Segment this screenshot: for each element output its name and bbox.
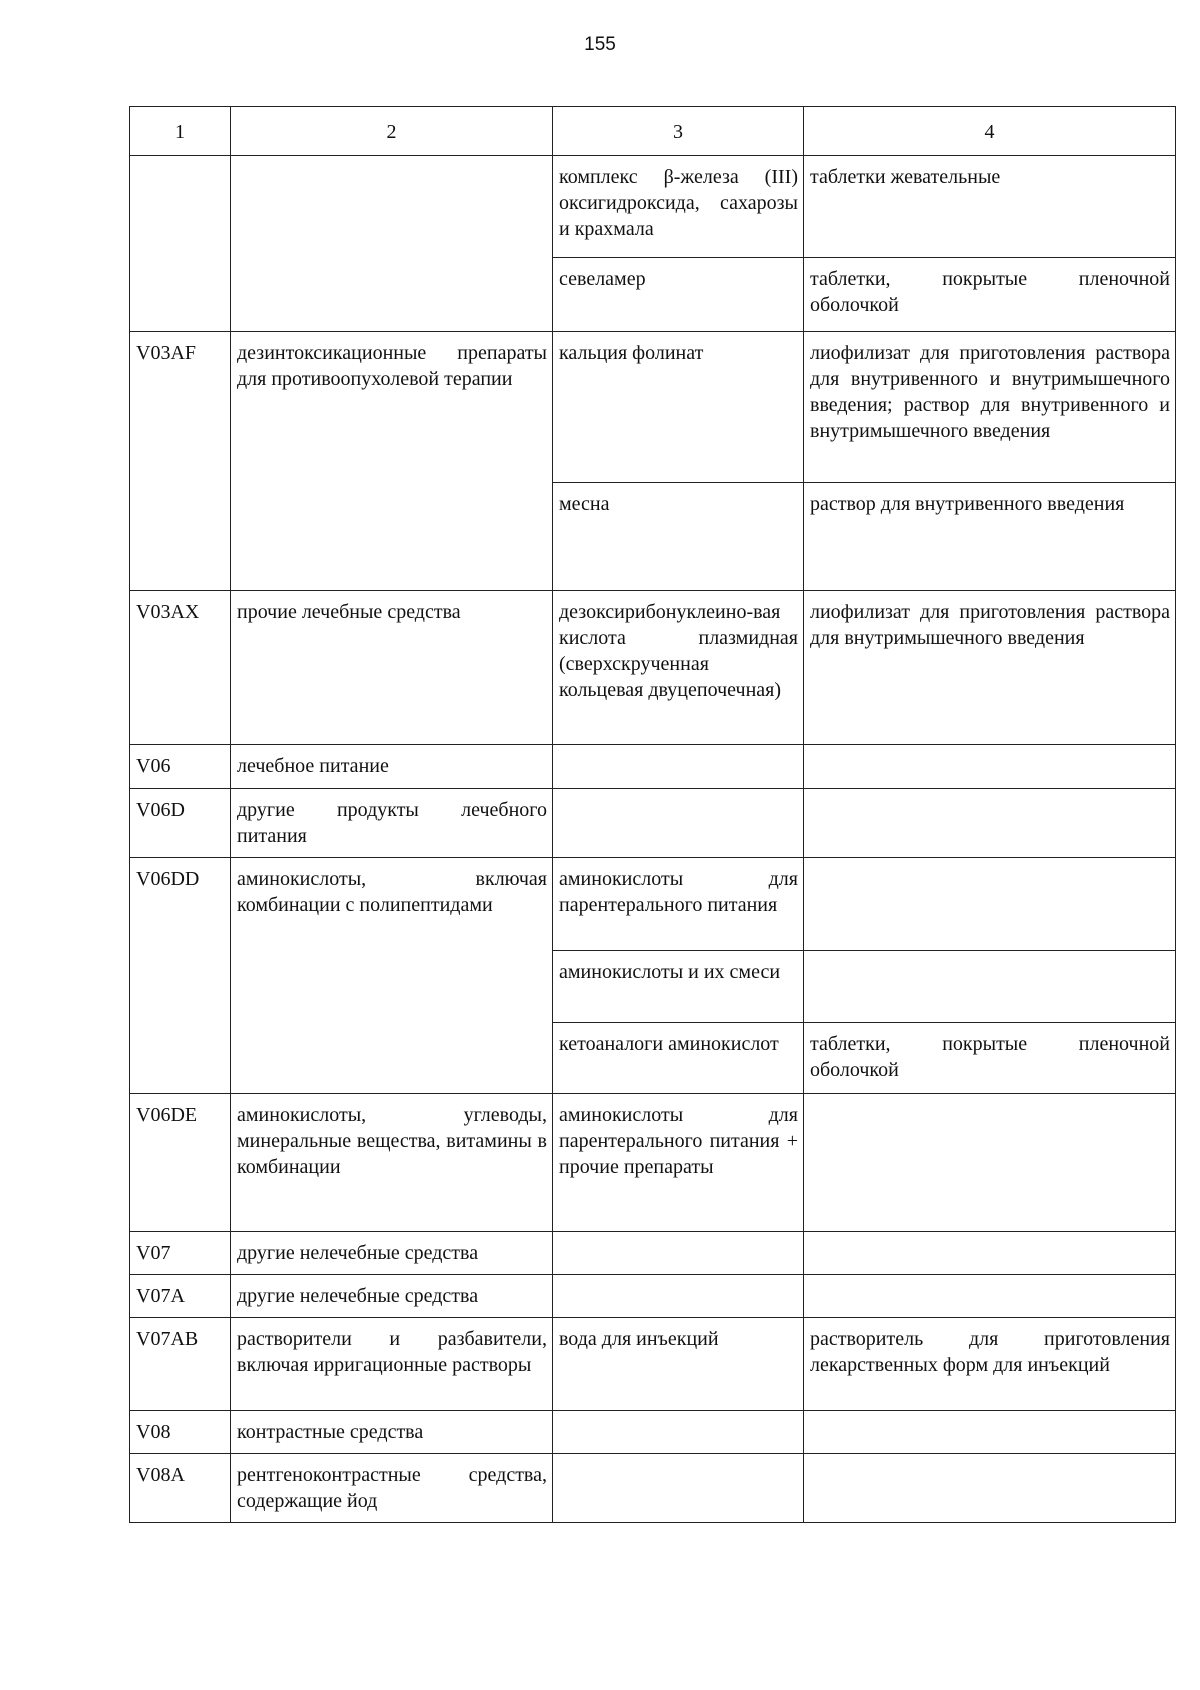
substance-cell (553, 1454, 804, 1523)
table-row (130, 1232, 1176, 1275)
dosage-form-cell (804, 745, 1176, 789)
atc-code-cell: V06D (130, 789, 231, 858)
atc-code-cell: V06 (130, 745, 231, 789)
header-col-3: 3 (553, 107, 804, 156)
substance-cell: вода для инъекций (553, 1318, 804, 1411)
table-row (130, 858, 1176, 951)
group-name-cell: прочие лечебные средства (231, 591, 553, 745)
group-name-cell (231, 156, 553, 332)
group-name-cell: рентгеноконтрастные средства, содержащие йод (231, 1454, 553, 1523)
table-header-row (130, 107, 1176, 156)
dosage-form-cell: таблетки, покрытые пленочной оболочкой (804, 1023, 1176, 1094)
atc-code-cell (130, 156, 231, 332)
dosage-form-cell: лиофилизат для приготовления раствора для внутримышечного введения (804, 591, 1176, 745)
group-name-cell: другие нелечебные средства (231, 1275, 553, 1318)
substance-cell (553, 1411, 804, 1454)
atc-code-cell: V07A (130, 1275, 231, 1318)
substance-cell (553, 1275, 804, 1318)
atc-code-cell: V06DD (130, 858, 231, 1094)
substance-cell: аминокислоты и их смеси (553, 951, 804, 1023)
dosage-form-cell (804, 1275, 1176, 1318)
table-row (130, 745, 1176, 789)
header-col-2: 2 (231, 107, 553, 156)
substance-cell: кальция фолинат (553, 332, 804, 483)
dosage-form-cell (804, 789, 1176, 858)
page-number: 155 (584, 34, 616, 55)
drug-table (129, 106, 1176, 1523)
atc-code-cell: V08 (130, 1411, 231, 1454)
substance-cell: месна (553, 483, 804, 591)
substance-cell (553, 745, 804, 789)
group-name-cell: лечебное питание (231, 745, 553, 789)
table-row (130, 1411, 1176, 1454)
table-row (130, 1454, 1176, 1523)
dosage-form-cell: раствор для внутривенного введения (804, 483, 1176, 591)
table-row (130, 1275, 1176, 1318)
substance-cell: дезоксирибонуклеино-вая кислота плазмидная (сверхскрученная кольцевая двуцепочечная) (553, 591, 804, 745)
group-name-cell: растворители и разбавители, включая ирригационные растворы (231, 1318, 553, 1411)
dosage-form-cell (804, 1454, 1176, 1523)
substance-cell: кетоаналоги аминокислот (553, 1023, 804, 1094)
header-col-1: 1 (130, 107, 231, 156)
group-name-cell: аминокислоты, углеводы, минеральные вещества, витамины в комбинации (231, 1094, 553, 1232)
substance-cell (553, 789, 804, 858)
atc-code-cell: V06DE (130, 1094, 231, 1232)
dosage-form-cell (804, 1411, 1176, 1454)
table-row (130, 156, 1176, 258)
substance-cell: аминокислоты для парентерального питания + прочие препараты (553, 1094, 804, 1232)
atc-code-cell: V07AB (130, 1318, 231, 1411)
group-name-cell: другие нелечебные средства (231, 1232, 553, 1275)
table-row (130, 789, 1176, 858)
atc-code-cell: V07 (130, 1232, 231, 1275)
table-row (130, 1094, 1176, 1232)
table-body (130, 107, 1176, 1523)
dosage-form-cell (804, 858, 1176, 951)
table-row (130, 1318, 1176, 1411)
table-row (130, 591, 1176, 745)
dosage-form-cell: таблетки, покрытые пленочной оболочкой (804, 258, 1176, 332)
substance-cell: севеламер (553, 258, 804, 332)
group-name-cell: контрастные средства (231, 1411, 553, 1454)
dosage-form-cell: растворитель для приготовления лекарственных форм для инъекций (804, 1318, 1176, 1411)
atc-code-cell: V03AF (130, 332, 231, 591)
dosage-form-cell (804, 951, 1176, 1023)
substance-cell: аминокислоты для парентерального питания (553, 858, 804, 951)
dosage-form-cell: лиофилизат для приготовления раствора для внутривенного и внутримышечного введения; раствор для внутривенного и внутримышечного введения (804, 332, 1176, 483)
header-col-4: 4 (804, 107, 1176, 156)
dosage-form-cell (804, 1094, 1176, 1232)
group-name-cell: дезинтоксикационные препараты для противоопухолевой терапии (231, 332, 553, 591)
dosage-form-cell (804, 1232, 1176, 1275)
group-name-cell: другие продукты лечебного питания (231, 789, 553, 858)
substance-cell: комплекс β-железа (III) оксигидроксида, сахарозы и крахмала (553, 156, 804, 258)
atc-code-cell: V03AX (130, 591, 231, 745)
dosage-form-cell: таблетки жевательные (804, 156, 1176, 258)
table-row (130, 332, 1176, 483)
group-name-cell: аминокислоты, включая комбинации с полипептидами (231, 858, 553, 1094)
substance-cell (553, 1232, 804, 1275)
atc-code-cell: V08A (130, 1454, 231, 1523)
